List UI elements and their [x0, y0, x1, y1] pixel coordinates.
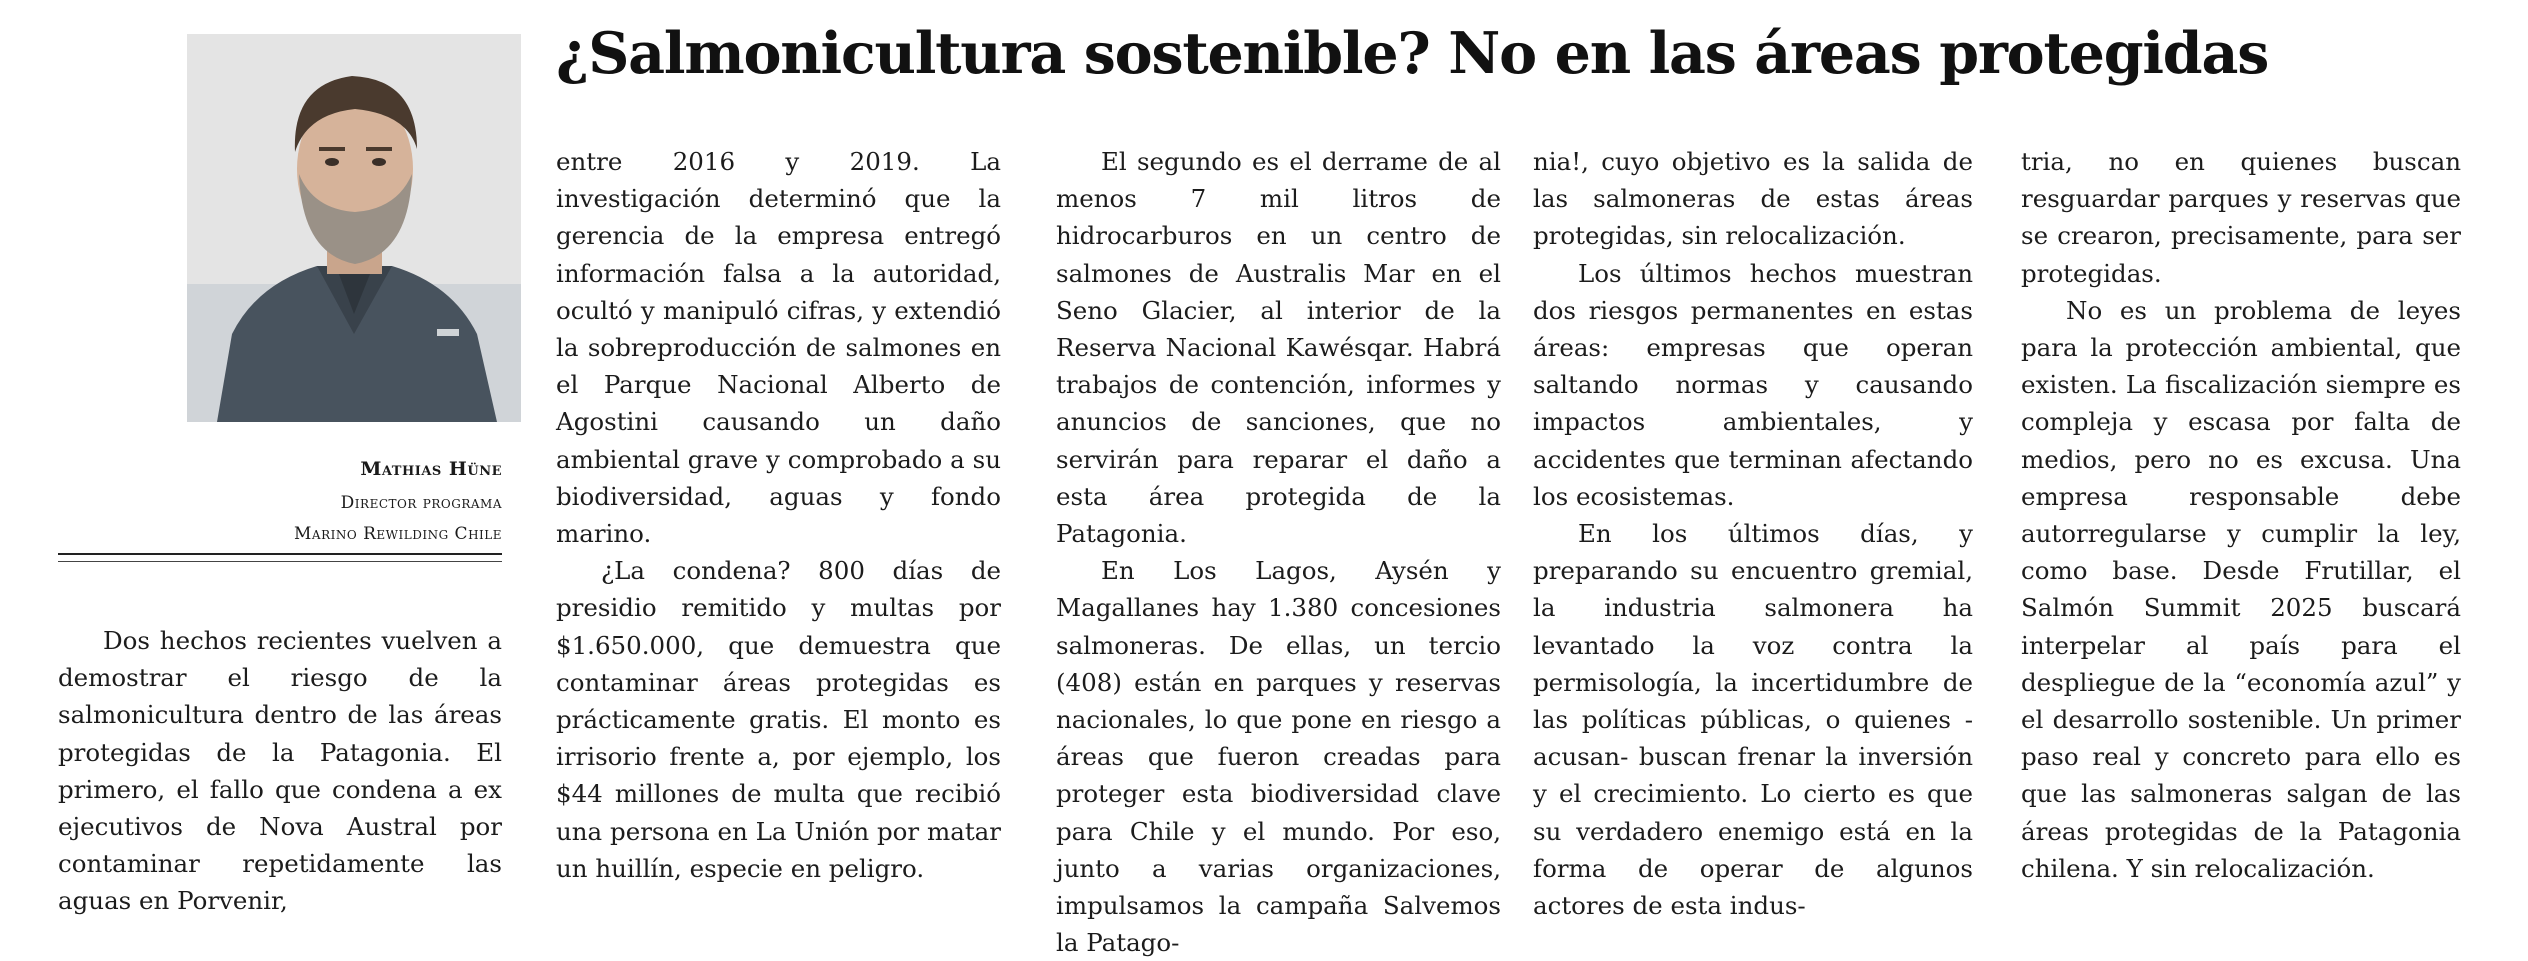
- text-column-1: [58, 622, 502, 920]
- author-photo: [187, 34, 521, 422]
- byline-divider-thin: [58, 561, 502, 562]
- author-role-line-1: Director programa: [340, 493, 502, 513]
- byline-divider: [58, 553, 502, 555]
- paragraph: tria, no en quienes buscan resguardar parques y reservas que se crearon, precisamente, para ser protegidas.: [2021, 147, 2461, 288]
- paragraph: entre 2016 y 2019. La investigación determinó que la gerencia de la empresa entregó información falsa a la autoridad, ocultó y manipuló cifras, y extendió la sobreproducción de salmones en el Parque Nacional Alberto de Agostini causando un daño ambiental grave y comprobado a su biodiversidad, aguas y fondo marino.: [556, 147, 1001, 549]
- paragraph: ¿La condena? 800 días de presidio remitido y multas por $1.650.000, que demuestra que contaminar áreas protegidas es prácticamente gratis. El monto es irrisorio frente a, por ejemplo, los $44 millones de multa que recibió una persona en La Unión por matar un huillín, especie en peligro.: [556, 556, 1001, 883]
- paragraph: Los últimos hechos muestran dos riesgos permanentes en estas áreas: empresas que operan saltando normas y causando impactos ambientales, y accidentes que terminan afectando los ecosistemas.: [1533, 258, 1973, 511]
- paragraph: En los últimos días, y preparando su encuentro gremial, la industria salmonera ha levantado la voz contra la permisología, la incertidumbre de las políticas públicas, o quienes -acusan- buscan frenar la inversión y el crecimiento. Lo cierto es que su verdadero enemigo está en la forma de operar de algunos actores de esta indus-: [1533, 519, 1973, 921]
- author-role-line-2: Marino Rewilding Chile: [294, 524, 502, 544]
- article-headline: ¿Salmonicultura sostenible? No en las áreas protegidas: [556, 20, 2269, 87]
- paragraph: El segundo es el derrame de al menos 7 mil litros de hidrocarburos en un centro de salmones de Australis Mar en el Seno Glacier, al interior de la Reserva Nacional Kawésqar. Habrá trabajos de contención, informes y anuncios de sanciones, que no servirán para reparar el daño a esta área protegida de la Patagonia.: [1056, 147, 1501, 549]
- paragraph: Dos hechos recientes vuelven a demostrar el riesgo de la salmonicultura dentro de las áreas protegidas de la Patagonia. El primero, el fallo que condena a ex ejecutivos de Nova Austral por contaminar repetidamente las aguas en Porvenir,: [58, 626, 502, 916]
- text-column-4: [1533, 143, 1973, 924]
- byline: [150, 458, 502, 550]
- author-portrait-image: [187, 34, 521, 422]
- author-name: Mathias Hüne: [360, 458, 502, 480]
- text-column-3: [1056, 143, 1501, 961]
- paragraph: En Los Lagos, Aysén y Magallanes hay 1.380 concesiones salmoneras. De ellas, un tercio (408) están en parques y reservas nacionales, lo que pone en riesgo a áreas que fueron creadas para proteger esta biodiversidad clave para Chile y el mundo. Por eso, junto a varias organizaciones, impulsamos la campaña Salvemos la Patago-: [1056, 556, 1501, 958]
- text-column-5: [2021, 143, 2461, 887]
- paragraph: nia!, cuyo objetivo es la salida de las salmoneras de estas áreas protegidas, sin relocalización.: [1533, 147, 1973, 251]
- paragraph: No es un problema de leyes para la protección ambiental, que existen. La fiscalización siempre es compleja y escasa por falta de medios, pero no es excusa. Una empresa responsable debe autorregularse y cumplir la ley, como base. Desde Frutillar, el Salmón Summit 2025 buscará interpelar al país para el despliegue de la “economía azul” y el desarrollo sostenible. Un primer paso real y concreto para ello es que las salmoneras salgan de las áreas protegidas de la Patagonia chilena. Y sin relocalización.: [2021, 295, 2461, 883]
- text-column-2: [556, 143, 1001, 887]
